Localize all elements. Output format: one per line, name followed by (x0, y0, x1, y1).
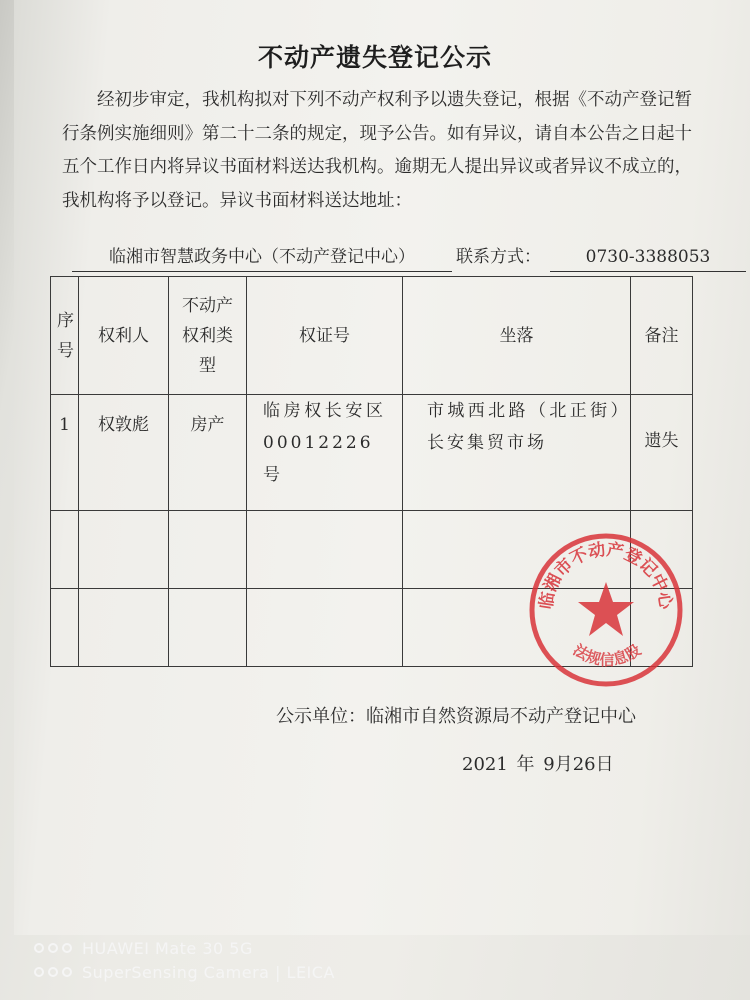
cell-holder: 权敦彪 (79, 395, 169, 511)
leica-dots-icon (34, 943, 72, 953)
table-header-row (51, 277, 693, 395)
header-serial: 序号 (51, 277, 79, 395)
header-cert-no: 权证号 (247, 277, 403, 395)
header-remark: 备注 (631, 277, 693, 395)
cell-remark: 遗失 (631, 395, 693, 511)
camera-watermark (34, 936, 335, 984)
contact-row (62, 243, 711, 273)
header-holder: 权利人 (79, 277, 169, 395)
notice-body (62, 84, 692, 218)
official-seal (526, 530, 686, 690)
seal-star-icon (578, 582, 634, 636)
cell-right-type: 房产 (169, 395, 247, 511)
leica-dots-icon (34, 967, 72, 977)
cell-location: 市城西北路（北正街）长安集贸市场 (403, 395, 631, 511)
notice-body-paragraph: 经初步审定，我机构拟对下列不动产权利予以遗失登记，根据《不动产登记暂行条例实施细则》第二十二条的规定，现予公告。如有异议，请自本公告之日起十五个工作日内将异议书面材料送达我机构。逾期无人提出异议或者异议不成立的，我机构将予以登记。异议书面材料送达地址： (62, 90, 692, 211)
issuer-line: 公示单位：临湘市自然资源局不动产登记中心 (276, 706, 636, 727)
contact-label: 联系方式： (456, 247, 541, 267)
issue-date: 2021 年 9月26日 (462, 754, 614, 775)
cell-serial: 1 (51, 395, 79, 511)
cell-cert-no: 临房权长安区00012226号 (247, 395, 403, 511)
header-right-type: 不动产权利类型 (169, 277, 247, 395)
watermark-line1: HUAWEI Mate 30 5G (82, 938, 253, 958)
notice-title: 不动产遗失登记公示 (257, 43, 492, 72)
table-row (51, 395, 693, 511)
contact-phone: 0730-3388053 (550, 243, 746, 272)
watermark-line2: SuperSensing Camera | LEICA (82, 962, 335, 982)
svg-text:法规信息股 (570, 640, 645, 669)
seal-bottom-text: 法规信息股 (569, 640, 645, 669)
seal-top-text: 临湘市不动产登记中心 (536, 539, 676, 611)
address-center: 临湘市智慧政务中心（不动产登记中心） (72, 243, 452, 272)
header-location: 坐落 (403, 277, 631, 395)
